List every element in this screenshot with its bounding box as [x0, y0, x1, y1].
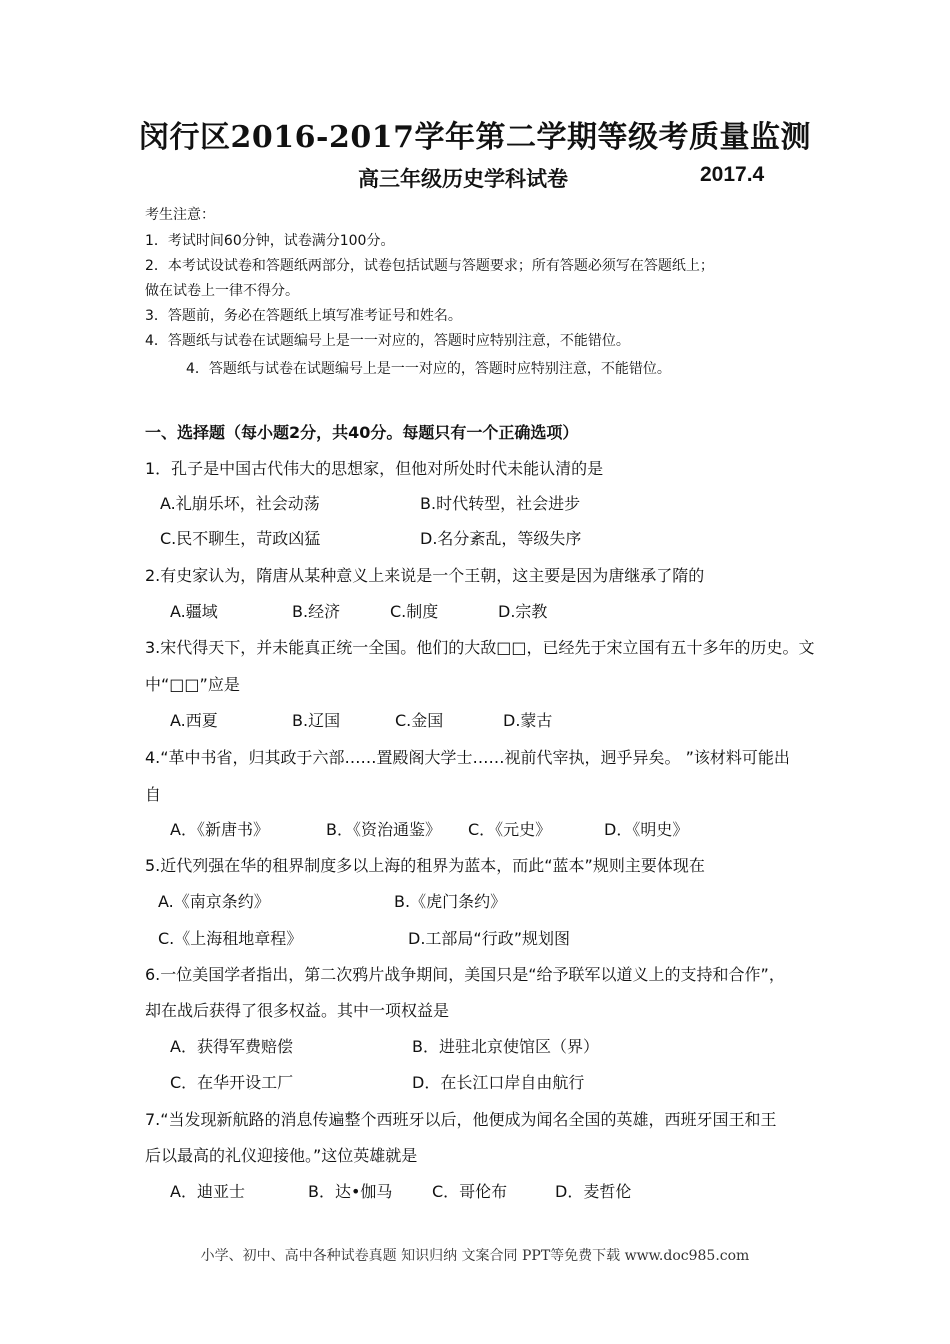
option-b: B.时代转型，社会进步 [420, 494, 581, 513]
option-d: D.宗教 [498, 602, 548, 621]
option-a: A.西夏 [170, 711, 218, 730]
option-c: C．哥伦布 [432, 1182, 508, 1201]
question-stem: 5.近代列强在华的租界制度多以上海的租界为蓝本，而此“蓝本”规则主要体现在 [145, 856, 705, 875]
option-a: A．《新唐书》 [170, 820, 269, 839]
question-stem: 7.“当发现新航路的消息传遍整个西班牙以后，他便成为闻名全国的英雄，西班牙国王和王 [145, 1110, 777, 1129]
question-stem: 中“□□”应是 [145, 675, 240, 694]
question-stem: 后以最高的礼仪迎接他。”这位英雄就是 [145, 1146, 418, 1165]
question-stem: 2.有史家认为，隋唐从某种意义上来说是一个王朝，这主要是因为唐继承了隋的 [145, 566, 705, 585]
exam-date: 2017.4 [700, 163, 765, 186]
option-a: A.礼崩乐坏，社会动荡 [160, 494, 320, 513]
option-d: D.名分紊乱，等级失序 [420, 529, 582, 548]
option-a: A.《南京条约》 [158, 892, 270, 911]
option-b: B．达•伽马 [308, 1182, 393, 1201]
notice-item: 4．答题纸与试卷在试题编号上是一一对应的，答题时应特别注意，不能错位。 [186, 361, 671, 377]
notice-item: 4．答题纸与试卷在试题编号上是一一对应的，答题时应特别注意，不能错位。 [145, 333, 630, 349]
option-d: D．《明史》 [604, 820, 689, 839]
notice-item: 做在试卷上一律不得分。 [145, 283, 299, 299]
option-d: D.工部局“行政”规划图 [408, 929, 570, 948]
option-b: B．《资治通鉴》 [326, 820, 441, 839]
option-c: C.金国 [395, 711, 444, 730]
option-c: C.民不聊生，苛政凶猛 [160, 529, 321, 548]
option-b: B.经济 [292, 602, 341, 621]
question-stem: 3.宋代得天下，并未能真正统一全国。他们的大敌□□，已经先于宋立国有五十多年的历史。文 [145, 638, 815, 657]
question-stem: 6.一位美国学者指出，第二次鸦片战争期间，美国只是“给予联军以道义上的支持和合作”， [145, 965, 785, 984]
option-c: C．在华开设工厂 [170, 1073, 294, 1092]
notice-item: 2．本考试设试卷和答题纸两部分，试卷包括试题与答题要求；所有答题必须写在答题纸上； [145, 258, 714, 274]
question-stem: 4.“革中书省，归其政于六部……置殿阁大学士……视前代宰执，迥乎异矣。 ”该材料可能出 [145, 748, 790, 767]
option-a: A.疆域 [170, 602, 218, 621]
question-stem: 自 [145, 785, 162, 804]
question-stem: 1．孔子是中国古代伟大的思想家，但他对所处时代未能认清的是 [145, 459, 604, 478]
option-a: A．获得军费赔偿 [170, 1037, 293, 1056]
option-b: B.辽国 [292, 711, 341, 730]
exam-subtitle: 高三年级历史学科试卷 [358, 166, 568, 191]
option-c: C．《元史》 [468, 820, 552, 839]
notice-heading: 考生注意： [145, 207, 215, 223]
option-a: A．迪亚士 [170, 1182, 245, 1201]
option-c: C.制度 [390, 602, 439, 621]
section-heading: 一、选择题（每小题2分，共40分。每题只有一个正确选项） [145, 423, 579, 442]
question-stem: 却在战后获得了很多权益。其中一项权益是 [145, 1001, 450, 1020]
notice-item: 3．答题前，务必在答题纸上填写准考证号和姓名。 [145, 308, 462, 324]
option-b: B．进驻北京使馆区（界） [412, 1037, 599, 1056]
option-d: D．在长江口岸自由航行 [412, 1073, 585, 1092]
page-title: 闵行区2016-2017学年第二学期等级考质量监测 [139, 120, 811, 155]
option-c: C.《上海租地章程》 [158, 929, 303, 948]
option-b: B.《虎门条约》 [394, 892, 507, 911]
notice-item: 1．考试时间60分钟，试卷满分100分。 [145, 233, 395, 249]
option-d: D.蒙古 [503, 711, 553, 730]
option-d: D．麦哲伦 [555, 1182, 632, 1201]
page-footer: 小学、初中、高中各种试卷真题 知识归纳 文案合同 PPT等免费下载 www.doc985.com [200, 1248, 750, 1264]
